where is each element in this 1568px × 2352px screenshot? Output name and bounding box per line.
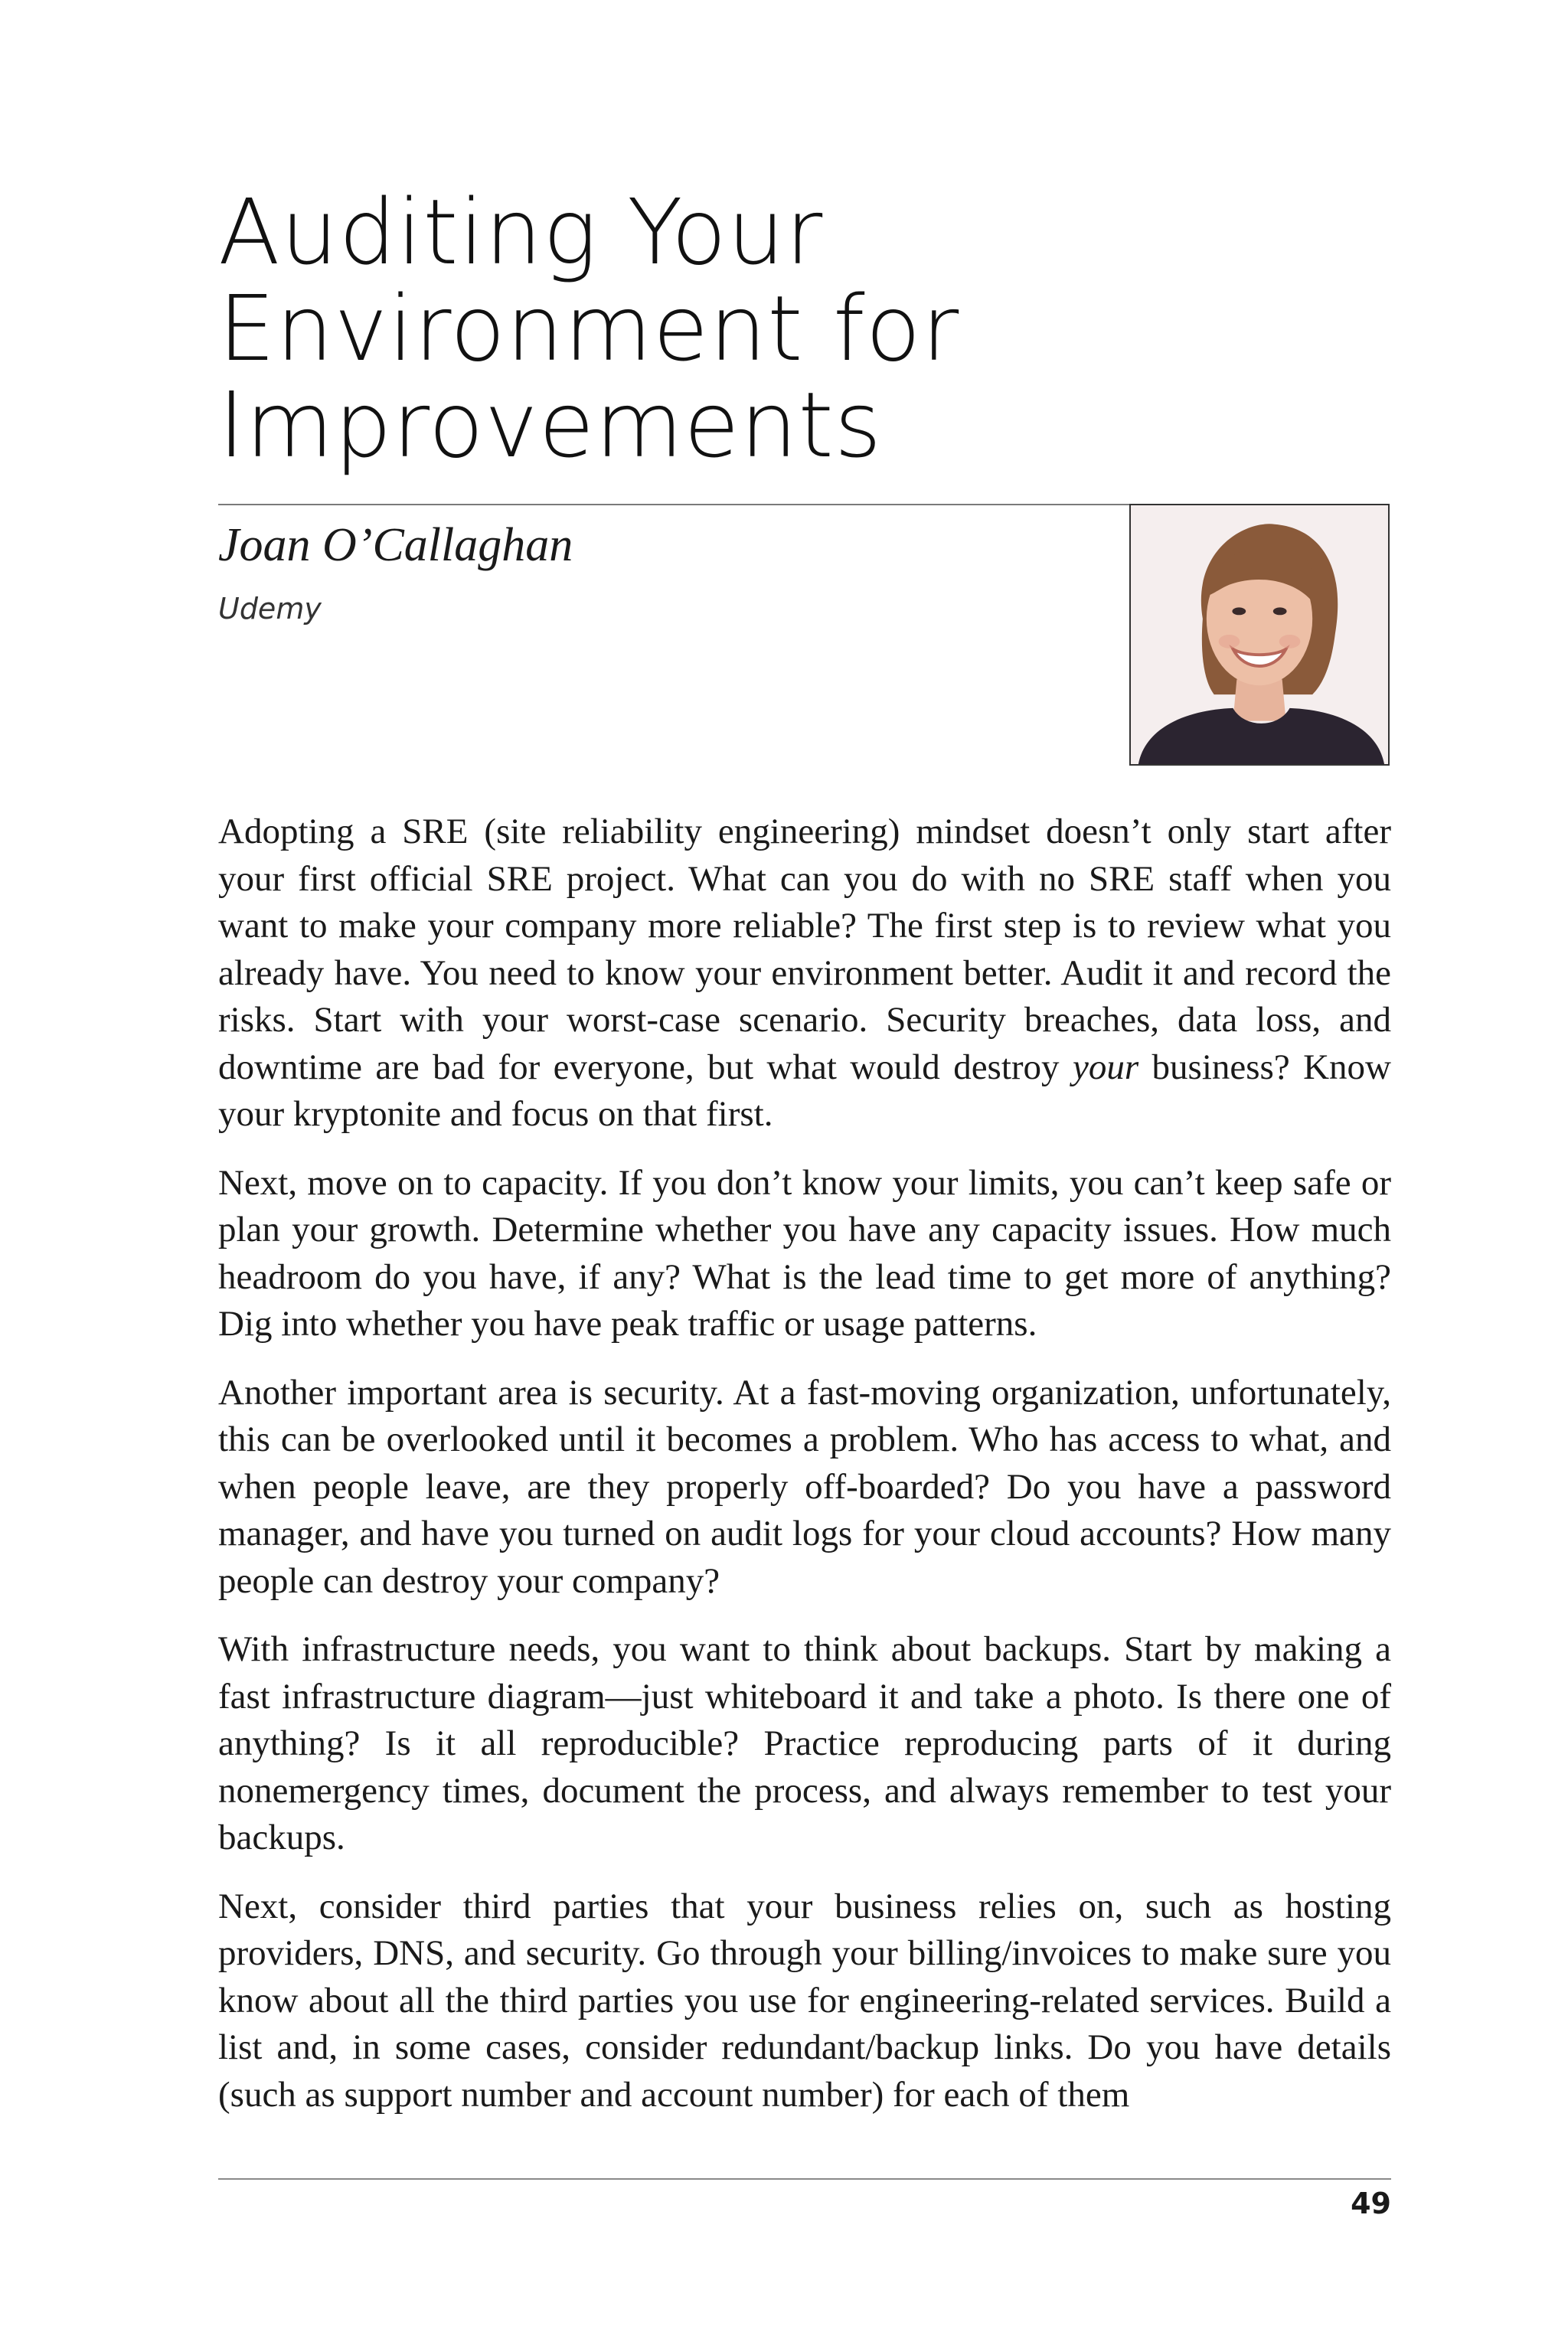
chapter-title-line-2: Environment for	[218, 276, 960, 381]
author-name: Joan O’Callaghan	[218, 519, 573, 571]
author-affiliation: Udemy	[218, 592, 322, 626]
article-body	[218, 808, 1391, 2140]
paragraph-1-text-end: business? Know your kryptonite and focus on that first.	[218, 1047, 1391, 1134]
paragraph-1	[218, 808, 1391, 1138]
paragraph-4: With infrastructure needs, you want to think about backups. Start by making a fast infrastructure diagram—just whiteboard it and take a photo. Is there one of anything? Is it all reproducible? Practice reproducing parts of it during nonemergency times, document the process, and always remember to test your backups.	[218, 1629, 1391, 1857]
paragraph-5: Next, consider third parties that your business relies on, such as hosting providers, DNS, and security. Go through your billing/invoices to make sure you know about all the third parties you use for engineering-related services. Build a list and, in some cases, consider redundant/backup links. Do you have details (such as support number and account number) for each of them	[218, 1886, 1391, 2115]
paragraph-1-text-start: Adopting a SRE (site reliability engineering) mindset doesn’t only start after your first official SRE project. What can you do with no SRE staff when you want to make your company more reliable? The first step is to review what you already have. You need to know your environment better. Audit it and record the risks. Start with your worst-case scenario. Security breaches, data loss, and downtime are bad for everyone, but what would destroy	[218, 812, 1391, 1087]
page-number: 49	[1351, 2187, 1391, 2220]
chapter-title	[218, 179, 1214, 478]
author-portrait-image	[1131, 505, 1388, 764]
title-divider	[218, 504, 1129, 505]
paragraph-3: Another important area is security. At a fast-moving organization, unfortunately, this can be overlooked until it becomes a problem. Who has access to what, and when people leave, are they properly off-boarded? Do you have a password manager, and have you turned on audit logs for your cloud accounts? How many people can destroy your company?	[218, 1372, 1391, 1601]
author-photo	[1129, 504, 1390, 766]
chapter-title-line-1: Auditing Your	[218, 179, 824, 285]
chapter-title-line-3: Improvements	[218, 372, 883, 478]
paragraph-1-emphasis: your	[1072, 1047, 1139, 1087]
paragraph-2: Next, move on to capacity. If you don’t know your limits, you can’t keep safe or plan your growth. Determine whether you have any capacity issues. How much headroom do you have, if any? What is the lead time to get more of anything? Dig into whether you have peak traffic or usage patterns.	[218, 1162, 1391, 1344]
footer-divider	[218, 2178, 1391, 2180]
